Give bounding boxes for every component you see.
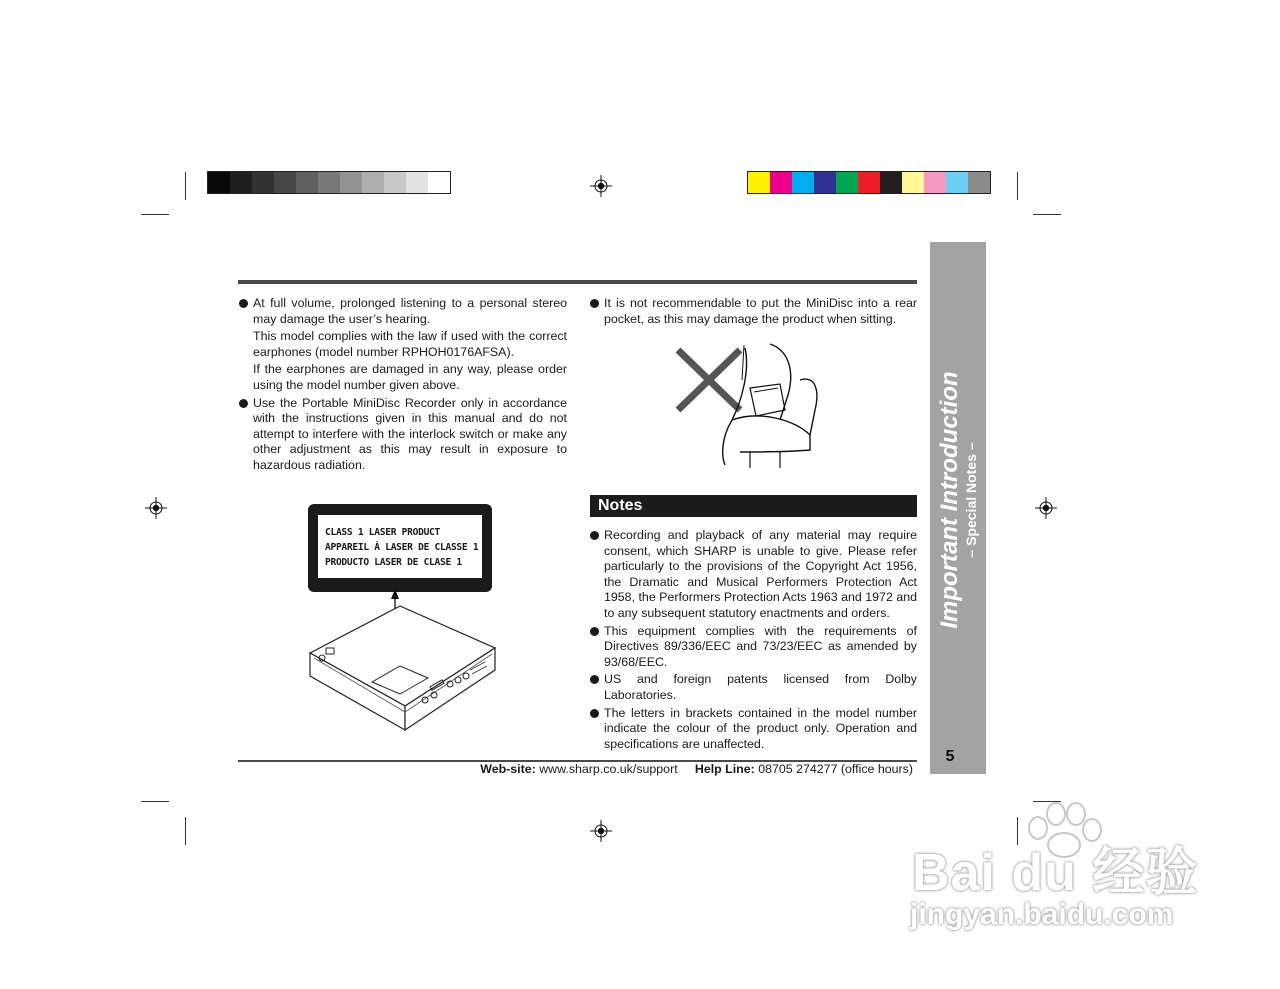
minidisc-recorder-illustration [300, 588, 505, 738]
footer-contact [238, 762, 913, 776]
calibration-swatch [748, 172, 770, 193]
calibration-swatch [428, 172, 450, 193]
note-patents-text: US and foreign patents licensed from Dolby Laboratories. [604, 672, 917, 702]
calibration-swatch [792, 172, 814, 193]
bullet-icon [239, 399, 248, 408]
crop-mark [141, 801, 169, 802]
calibration-swatch [968, 172, 990, 193]
watermark-brand: Bai du 经验 [912, 844, 1199, 902]
laser-label-text-box [318, 515, 482, 578]
calibration-swatch [946, 172, 968, 193]
notes-list [590, 528, 917, 754]
warning-hearing [239, 296, 567, 327]
calibration-swatch [208, 172, 230, 193]
crop-mark [141, 214, 169, 215]
calibration-swatch [384, 172, 406, 193]
right-column-top [590, 296, 917, 329]
calibration-swatch [902, 172, 924, 193]
website-link[interactable]: www.sharp.co.uk/support [539, 762, 678, 776]
section-title [937, 371, 979, 628]
helpline-label: Help Line: [694, 762, 755, 776]
registration-mark-icon [590, 175, 612, 197]
earphone-replacement-text: If the earphones are damaged in any way, please order using the model number given above. [253, 362, 567, 392]
calibration-swatch [362, 172, 384, 193]
registration-mark-icon [145, 497, 167, 519]
warning-radiation [239, 396, 567, 474]
warning-rear-pocket [590, 296, 917, 327]
bullet-icon [590, 709, 599, 718]
notes-heading: Notes [590, 495, 917, 517]
bullet-icon [590, 299, 599, 308]
list-item [590, 706, 917, 753]
warning-rear-pocket-text: It is not recommendable to put the MiniDisc into a rear pocket, as this may damage the product when sitting. [604, 296, 917, 326]
left-column [239, 296, 567, 476]
warning-hearing-text: At full volume, prolonged listening to a personal stereo may damage the user’s hearing. [253, 296, 567, 326]
rear-pocket-warning-illustration [670, 340, 830, 470]
website-label: Web-site: [480, 762, 536, 776]
crop-mark [185, 172, 186, 200]
calibration-swatch [836, 172, 858, 193]
calibration-swatch [252, 172, 274, 193]
calibration-swatch [924, 172, 946, 193]
grayscale-calibration-strip [207, 171, 451, 194]
crop-mark [1033, 214, 1061, 215]
note-copyright-text: Recording and playback of any material may require consent, which SHARP is unable to give. Please refer particularly to the provisions of the Copyright Act 1956, the Dramatic and Musical Performers Protection Act 1958, the Performers Protection Acts 1963 and 1972 and to any subsequent statutory enactments and orders. [604, 528, 917, 620]
crop-mark [1017, 172, 1018, 200]
list-item [590, 672, 917, 703]
laser-label-line: APPAREIL À LASER DE CLASSE 1 [325, 542, 479, 553]
laser-label-line: PRODUCTO LASER DE CLASE 1 [325, 557, 462, 568]
laser-product-label [308, 504, 492, 592]
calibration-swatch [296, 172, 318, 193]
laser-label-line: CLASS 1 LASER PRODUCT [325, 527, 440, 538]
section-title-text: Important Introduction [936, 371, 963, 629]
calibration-swatch [814, 172, 836, 193]
helpline-number: 08705 274277 (office hours) [758, 762, 913, 776]
header-rule [238, 280, 917, 284]
color-calibration-strip [747, 171, 991, 194]
list-item [590, 624, 917, 671]
bullet-icon [590, 531, 599, 540]
calibration-swatch [230, 172, 252, 193]
note-directives-text: This equipment complies with the requirements of Directives 89/336/EEC and 73/23/EEC as amended by 93/68/EEC. [604, 623, 917, 669]
registration-mark-icon [590, 820, 612, 842]
calibration-swatch [340, 172, 362, 193]
list-item [590, 528, 917, 622]
calibration-swatch [880, 172, 902, 193]
section-subtitle-text: – Special Notes – [963, 442, 979, 558]
earphone-compliance-text: This model complies with the law if used with the correct earphones (model number RPHOH0176AFSA). [253, 329, 567, 359]
registration-mark-icon [1035, 497, 1057, 519]
calibration-swatch [406, 172, 428, 193]
calibration-swatch [274, 172, 296, 193]
note-model-number-text: The letters in brackets contained in the model number indicate the colour of the product only. Operation and specifications are unaffected. [604, 705, 917, 751]
calibration-swatch [318, 172, 340, 193]
bullet-icon [590, 675, 599, 684]
watermark-url: jingyan.baidu.com [910, 898, 1174, 931]
calibration-swatch [858, 172, 880, 193]
page-number: 5 [945, 748, 955, 765]
bullet-icon [590, 627, 599, 636]
bullet-icon [239, 299, 248, 308]
warning-radiation-text: Use the Portable MiniDisc Recorder only in accordance with the instructions given in this manual and do not attempt to interfere with the interlock switch or make any other adjustment as this may result in exposure to hazardous radiation. [253, 395, 567, 472]
calibration-swatch [770, 172, 792, 193]
crop-mark [185, 817, 186, 845]
